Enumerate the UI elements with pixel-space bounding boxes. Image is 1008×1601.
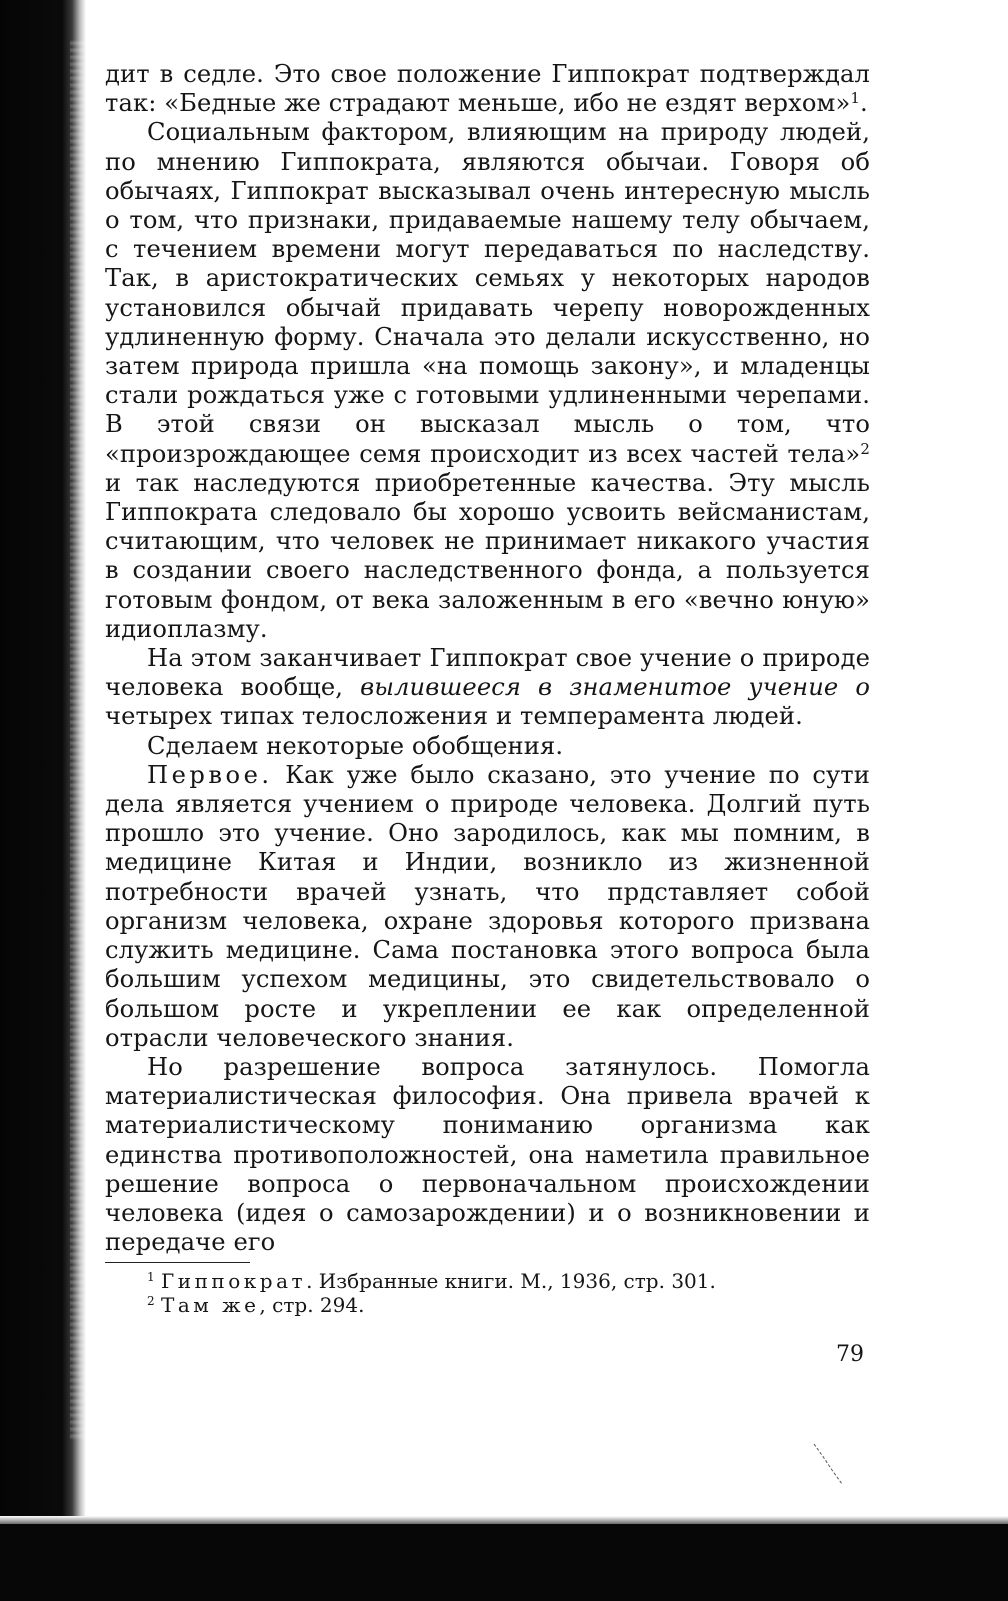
paragraph-4-text: Сделаем некоторые обобщения. <box>147 731 564 760</box>
scan-dark-margin <box>0 0 86 1601</box>
paragraph-3-emphasis: вылившееся в знаменитое учение о <box>360 673 870 702</box>
footnote-2 <box>105 1293 870 1317</box>
paragraph-1 <box>105 60 870 118</box>
body-text <box>105 60 870 1257</box>
paragraph-5 <box>105 761 870 1053</box>
footnote-1-mark: 1 <box>147 1270 155 1284</box>
paragraph-5-lead: Первое. <box>147 760 273 789</box>
paragraph-2-text-a: Социальным фактором, влияющим на природу людей, по мнению Гиппократа, являются обычаи. Говоря об обычаях, Гиппократ высказывал очень интересную мысль о том, что признаки, придаваемые нашему телу обычаем, с течением времени могут передаваться по наследству. Так, в аристократических семьях у некоторых народов установился обычай придавать черепу новорожденных удлиненную форму. Сначала это делали искусственно, но затем природа пришла «на помощь закону», и младенцы стали рождаться уже с готовыми удлиненными черепами. В этой связи он высказал мысль о том, что «произрождающее семя происходит из всех частей тела» <box>105 118 870 468</box>
footnote-2-text: , стр. 294. <box>259 1293 365 1317</box>
pen-stroke-mark <box>810 1440 850 1490</box>
paragraph-1-text: дит в седле. Это свое положение Гиппократ подтверждал так: «Бедные же страдают меньше, ибо не ездят верхом» <box>105 60 870 118</box>
paragraph-5-text: Как уже было сказано, это учение по сути дела является учением о природе человека. Долгий путь прошло это учение. Оно зародилось, как мы помним, в медицине Китая и Индии, возникло из жизненной потребности врачей узнать, что прдставляет собой организм человека, охране здоровья которого призвана служить медицине. Сама постановка этого вопроса была большим успехом медицины, это свидетельствовало о большом росте и укреплении ее как определенной отрасли человеческого знания. <box>105 760 870 1052</box>
paragraph-6-text: Но разрешение вопроса затянулось. Помогла материалистическая философия. Она привела врачей к материалистическому пониманию организма как единства противоположностей, она наметила правильное решение вопроса о первоначальном происхождении человека (идея о самозарождении) и о возникновении и передаче его <box>105 1052 870 1257</box>
footnotes <box>105 1262 870 1317</box>
paragraph-3-text-b: четырех типах телосложения и темперамента людей. <box>105 702 803 731</box>
paragraph-2-text-b: и так наследуются приобретенные качества. Эту мысль Гиппократа следовало бы хорошо усвоить вейсманистам, считающим, что человек не принимает никакого участия в создании своего наследственного фонда, а пользуется готовым фондом, от века заложенным в его «вечно юную» идиоплазму. <box>105 468 870 643</box>
paragraph-2 <box>105 118 870 644</box>
paragraph-1-end: . <box>860 89 868 118</box>
footnote-2-author: Там же <box>161 1293 260 1317</box>
footnote-ref-2: 2 <box>860 439 870 458</box>
paragraph-4 <box>105 732 870 761</box>
footnote-ref-1: 1 <box>850 89 861 108</box>
paragraph-3-text-a: На этом заканчивает Гиппократ свое учение о природе человека вообще, <box>105 644 870 702</box>
footnote-rule <box>105 1262 250 1263</box>
paragraph-6 <box>105 1053 870 1257</box>
footnote-1 <box>105 1269 870 1293</box>
footnote-1-text: . Избранные книги. М., 1936, стр. 301. <box>306 1269 716 1293</box>
page-body <box>105 60 870 1257</box>
scan-bottom-band <box>0 1524 1008 1601</box>
footnote-1-author: Гиппократ <box>161 1269 307 1293</box>
paragraph-3 <box>105 644 870 732</box>
page-number: 79 <box>836 1342 864 1367</box>
footnote-2-mark: 2 <box>147 1294 155 1308</box>
